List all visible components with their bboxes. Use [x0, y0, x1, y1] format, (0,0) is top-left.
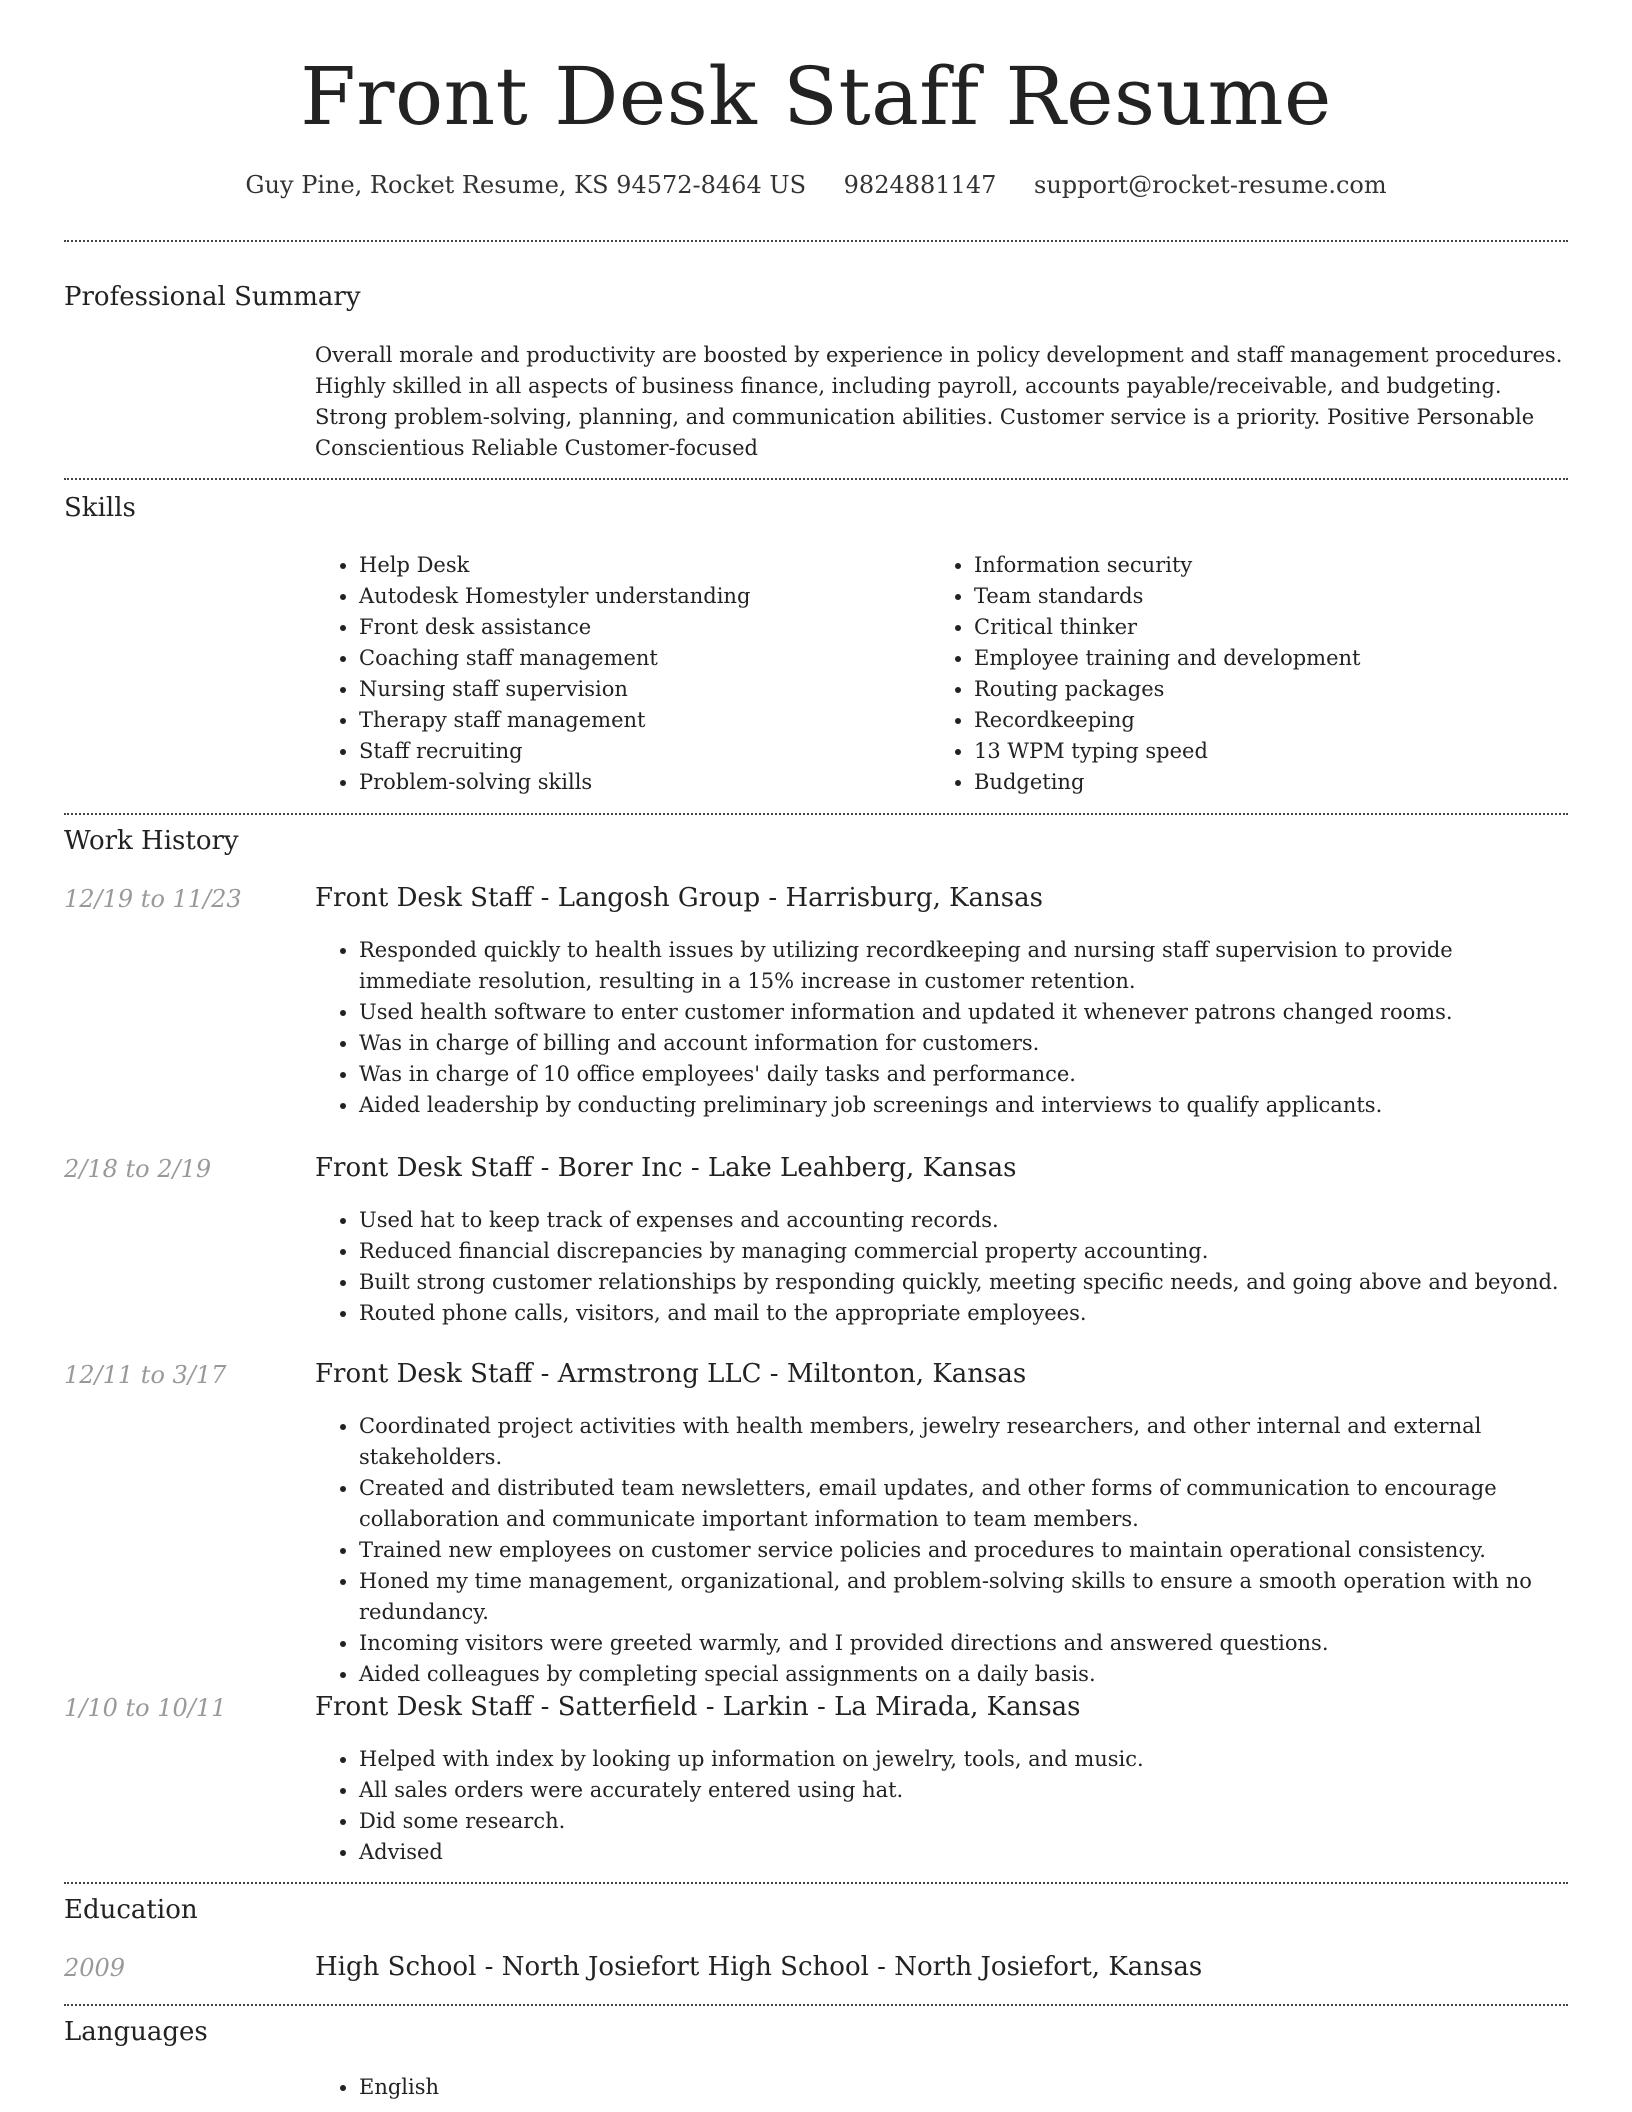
skill-item: • Employee training and development: [974, 643, 1530, 674]
job-bullet: • Advised: [359, 1837, 1568, 1868]
job-dates: 12/11 to 3/17: [64, 1361, 227, 1389]
job-bullet: • Used health software to enter customer information and updated it whenever patrons changed rooms.: [359, 997, 1568, 1028]
job-bullet: • Created and distributed team newsletters, email updates, and other forms of communication to encourage collaboration and communicate important information to team members.: [359, 1473, 1568, 1535]
job-bullet: • Responded quickly to health issues by utilizing recordkeeping and nursing staff supervision to provide immediate resolution, resulting in a 15% increase in customer retention.: [359, 935, 1568, 997]
job-title: Front Desk Staff - Satterfield - Larkin - La Mirada, Kansas: [315, 1692, 1081, 1722]
job-dates: 2/18 to 2/19: [64, 1155, 212, 1183]
job-bullet: • Aided leadership by conducting preliminary job screenings and interviews to qualify applicants.: [359, 1090, 1568, 1121]
divider: [64, 240, 1568, 242]
skill-item: • Critical thinker: [974, 612, 1530, 643]
language-item: • English: [359, 2072, 1568, 2103]
job-bullet: • Aided colleagues by completing special assignments on a daily basis.: [359, 1659, 1568, 1690]
job-bullet: • Reduced financial discrepancies by managing commercial property accounting.: [359, 1236, 1568, 1267]
job-bullet: • Did some research.: [359, 1806, 1568, 1837]
job-dates: 1/10 to 10/11: [64, 1694, 227, 1722]
skill-item: • Information security: [974, 550, 1530, 581]
skills-list-left: [315, 550, 915, 798]
job-bullet: • Trained new employees on customer service policies and procedures to maintain operational consistency.: [359, 1535, 1568, 1566]
contact-email: support@rocket-resume.com: [1034, 171, 1387, 199]
section-heading-summary: Professional Summary: [64, 282, 361, 312]
job-bullets: [315, 1205, 1568, 1329]
job-title: Front Desk Staff - Armstrong LLC - Miltonton, Kansas: [315, 1359, 1027, 1389]
skill-item: • Therapy staff management: [359, 705, 915, 736]
skill-item: • Help Desk: [359, 550, 915, 581]
summary-text: Overall morale and productivity are boosted by experience in policy development and staff management procedures. Highly skilled in all aspects of business finance, including payroll, accounts payable/receivable, and budgeting. Strong problem-solving, planning, and communication abilities. Customer service is a priority. Positive Personable Conscientious Reliable Customer-focused: [315, 343, 1563, 460]
divider: [64, 478, 1568, 480]
section-heading-education: Education: [64, 1895, 198, 1925]
skill-item: • Nursing staff supervision: [359, 674, 915, 705]
section-heading-work: Work History: [64, 826, 239, 856]
job-bullet: • Was in charge of 10 office employees' daily tasks and performance.: [359, 1059, 1568, 1090]
contact-line: [64, 171, 1568, 199]
divider: [64, 2004, 1568, 2006]
contact-address: Guy Pine, Rocket Resume, KS 94572-8464 US: [245, 171, 807, 199]
job-bullet: • All sales orders were accurately entered using hat.: [359, 1775, 1568, 1806]
skill-item: • Problem-solving skills: [359, 767, 915, 798]
skill-item: • Staff recruiting: [359, 736, 915, 767]
job-dates: 12/19 to 11/23: [64, 885, 242, 913]
contact-phone: 9824881147: [843, 171, 997, 199]
job-title: Front Desk Staff - Langosh Group - Harrisburg, Kansas: [315, 883, 1043, 913]
skill-item: • Routing packages: [974, 674, 1530, 705]
skill-item: • Front desk assistance: [359, 612, 915, 643]
job-bullet: • Routed phone calls, visitors, and mail to the appropriate employees.: [359, 1298, 1568, 1329]
education-entry: High School - North Josiefort High School - North Josiefort, Kansas: [315, 1952, 1203, 1982]
divider: [64, 1882, 1568, 1884]
job-title: Front Desk Staff - Borer Inc - Lake Leahberg, Kansas: [315, 1153, 1017, 1183]
job-bullet: • Coordinated project activities with health members, jewelry researchers, and other internal and external stakeholders.: [359, 1411, 1568, 1473]
divider: [64, 813, 1568, 815]
section-heading-skills: Skills: [64, 493, 136, 523]
skill-item: • Team standards: [974, 581, 1530, 612]
section-heading-languages: Languages: [64, 2017, 208, 2047]
skill-item: • Recordkeeping: [974, 705, 1530, 736]
skill-item: • Budgeting: [974, 767, 1530, 798]
page-title: Front Desk Staff Resume: [300, 50, 1332, 143]
skill-item: • Autodesk Homestyler understanding: [359, 581, 915, 612]
job-bullet: • Used hat to keep track of expenses and accounting records.: [359, 1205, 1568, 1236]
skills-list-right: [930, 550, 1530, 798]
job-bullets: [315, 935, 1568, 1121]
job-bullet: • Honed my time management, organizational, and problem-solving skills to ensure a smooth operation with no redundancy.: [359, 1566, 1568, 1628]
job-bullet: • Built strong customer relationships by responding quickly, meeting specific needs, and going above and beyond.: [359, 1267, 1568, 1298]
job-bullet: • Incoming visitors were greeted warmly, and I provided directions and answered questions.: [359, 1628, 1568, 1659]
job-bullets: [315, 1744, 1568, 1868]
skill-item: • Coaching staff management: [359, 643, 915, 674]
skill-item: • 13 WPM typing speed: [974, 736, 1530, 767]
education-year: 2009: [64, 1954, 126, 1982]
job-bullet: • Was in charge of billing and account information for customers.: [359, 1028, 1568, 1059]
job-bullet: • Helped with index by looking up information on jewelry, tools, and music.: [359, 1744, 1568, 1775]
job-bullets: [315, 1411, 1568, 1690]
languages-list: [315, 2072, 1568, 2103]
